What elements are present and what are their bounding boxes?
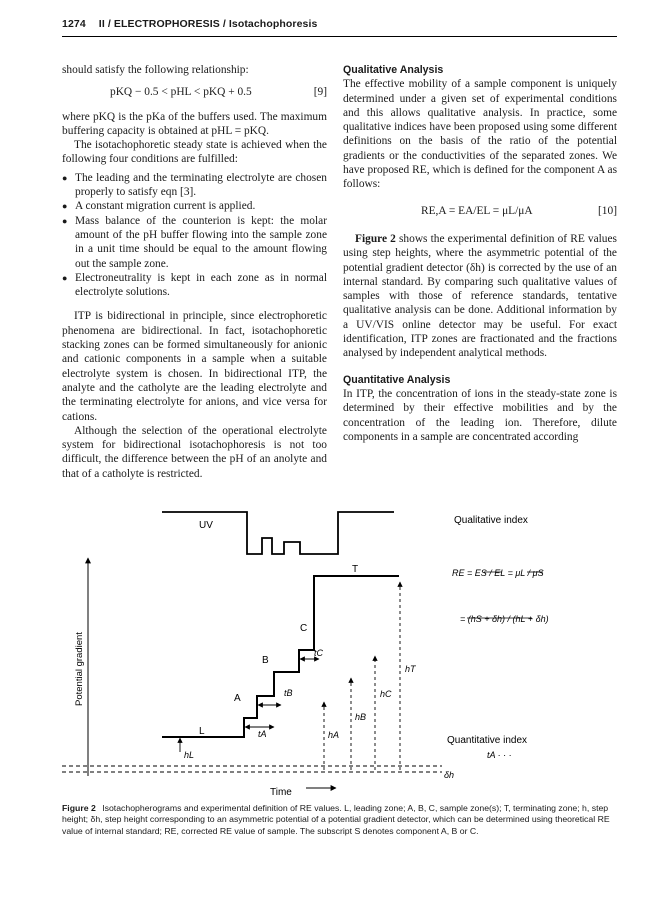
although-paragraph: Although the selection of the operational electrolyte system for bidirectional isotachophoresis is not too difficult, the difference between the pH of an anolyte and that of a catholyte is restricted. — [62, 424, 327, 480]
condition-item: ● A constant migration current is applied. — [62, 199, 327, 213]
uv-label: UV — [199, 520, 213, 531]
running-header — [62, 18, 317, 30]
qualitative-index-label: Qualitative index — [454, 515, 528, 526]
height-label-t: hT — [405, 664, 416, 674]
qualitative-heading: Qualitative Analysis — [343, 64, 444, 76]
caption-text: Isotachopherograms and experimental definition of RE values. L, leading zone; A, B, C, sample zone(s); T, terminating zone; h, step height; δh, step height corresponding to an asymmetric potential of a potential gradient detector, which can be determined using theoretical RE value of internal standard; RE, corrected RE value of sample. The subscript S denotes component A, B or C. — [62, 803, 610, 836]
time-label-c: tC — [314, 648, 323, 658]
equation-9-number: [9] — [313, 86, 327, 99]
time-label-b: tB — [284, 688, 293, 698]
figure-paragraph-text: shows the experimental definition of RE values using step heights, where the asymmetric potential of the potential gradient detector (δh) is corrected by the use of an internal standard. By comparing such qualitative values of samples with those of reference standards, tentative qualitative analysis can be done. Additional information by a UV/VIS online detector may be useful. For exact identification, ITP zones are fractionated and the fractions analysed by independent analytical methods. — [343, 232, 617, 360]
zone-label-l: L — [199, 726, 205, 737]
equation-10-body: RE,A = EA/EL = μL/μA — [421, 204, 533, 217]
left-column — [62, 63, 327, 481]
right-column — [343, 63, 617, 444]
page-number: 1274 — [62, 18, 86, 30]
height-label-a: hA — [328, 730, 340, 740]
height-label-l: hL — [184, 750, 195, 760]
uv-trace — [162, 512, 394, 554]
condition-item: ● Electroneutrality is kept in each zone as in normal electrolyte solutions. — [62, 271, 327, 300]
equation-9-body: pKQ − 0.5 < pHL < pKQ + 0.5 — [110, 86, 252, 99]
quantitative-heading: Quantitative Analysis — [343, 373, 451, 386]
equation-10 — [343, 204, 617, 218]
caption-label: Figure 2 — [62, 803, 96, 813]
zone-label-a: A — [234, 693, 241, 704]
figure-2 — [62, 506, 617, 806]
time-label-a: tA — [258, 729, 267, 739]
condition-item: ● Mass balance of the counterion is kept: the molar amount of the pH buffer flowing into the sample zone in a unit time should be equal to the amount flowing out the sample zone. — [62, 214, 327, 271]
equation-10-number: [10] — [598, 204, 617, 217]
zone-label-c: C — [300, 623, 308, 634]
intro-text: should satisfy the following relationship: — [62, 64, 249, 76]
qualitative-paragraph: The effective mobility of a sample component is uniquely determined under a given set of experimental conditions and this allows qualitative analysis. In practice, some qualitative indices have been proposed using some different definitions on the basis of the ratio of the potential gradients or the conductivities of the separated zones. We have proposed RE, which is defined for the component A as follows: — [343, 78, 617, 191]
delta-h-label: δh — [444, 770, 455, 780]
section-title: II / ELECTROPHORESIS / Isotachophoresis — [98, 18, 318, 30]
itp-paragraph: ITP is bidirectional in principle, since electrophoretic phenomena are bidirectional. In fact, isotachophoretic stacking zones can be formed simultaneously for anionic and cationic components in a sample when a suitable electrolyte system is chosen. In bidirectional ITP, the analyte and the catholyte are the leading electrolyte and the terminating electrolyte for anions, and vice versa for cations. — [62, 310, 327, 423]
zone-label-b: B — [262, 655, 269, 666]
where-paragraph: where pKQ is the pKa of the buffers used. The maximum buffering capacity is obtained at pHL = pKQ. — [62, 110, 327, 137]
quantitative-index-label: Quantitative index — [447, 735, 528, 746]
figure-caption — [62, 803, 620, 837]
header-rule — [62, 36, 617, 37]
height-label-b: hB — [355, 712, 367, 722]
figure-2-link[interactable]: Figure 2 — [355, 232, 396, 245]
quantitative-paragraph: In ITP, the concentration of ions in the steady-state zone is determined by their effective mobilities and by the concentration of the leading ion. Therefore, dilute components in a sample are concentrated according — [343, 387, 617, 443]
re-formula-1: RE = ES / EL = μL / μS — [452, 568, 544, 578]
height-label-c: hC — [380, 689, 392, 699]
zone-label-t: T — [352, 564, 359, 575]
conditions-list — [62, 171, 327, 300]
steady-state-paragraph: The isotachophoretic steady state is achieved when the following four conditions are fulfilled: — [62, 139, 327, 166]
figure-paragraph — [343, 232, 617, 361]
potential-gradient-label: Potential gradient — [74, 632, 85, 706]
equation-9 — [62, 85, 327, 99]
isotachopherogram — [62, 506, 617, 806]
quantitative-index-value: tA · · · — [487, 750, 512, 760]
time-label: Time — [270, 787, 292, 798]
re-formula-2: = (hS + δh) / (hL + δh) — [460, 614, 549, 624]
condition-item: ● The leading and the terminating electrolyte are chosen properly to satisfy eqn [3]. — [62, 171, 327, 200]
